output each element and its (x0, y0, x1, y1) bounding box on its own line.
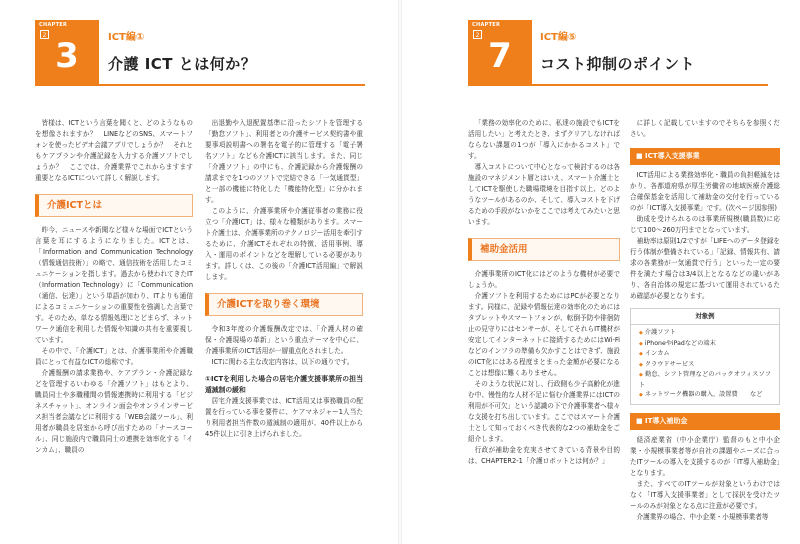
section-heading: 介護ICTを取り巻く環境 (205, 293, 363, 316)
title-block (108, 28, 256, 74)
body-paragraph: 出退勤や入退配置基準に沿ったシフトを管理する「勤怠ソフト」、利用者との介護サービス契約書や重要事項説明書への署名を電子的に管理する「電子署名ソフト」なども介護ICTに該当します。また、同じ「介護ソフト」の中にも、介護記録から介護報酬の請求までを1つのソフトで完結できる「一気通貫型」と一部の機能に特化した「機能特化型」に分かれます。 (205, 119, 363, 204)
chapter-part-number: 2 (40, 30, 49, 39)
chapter-part-number: 2 (473, 30, 482, 39)
target-item: ◆ 介護ソフト (639, 328, 771, 339)
body-paragraph: 昨今、ニュースや新聞など様々な場面でICTという言葉を耳にするようになりました。ICTとは、「Information and Communication Technology（情報通信技術）」の略で、通信技術を活用したコミュニケーションを指します。過去から使われてきたIT（Information Technology）に「Communication（通信、伝達）」という単語が加わり、ITよりも通信によるコミュニケーションの重要性を強調した言葉です。そのため、単なる情報処理にとどまらず、ネットワーク通信を利用した情報や知識の共有を重要視しています。 (35, 226, 193, 344)
intro-paragraph: 皆様は、ICTという言葉を聞くと、どのようなものを想像されますか？ LINEなどのSNS、スマートフォンを使ったビデオ会議アプリでしょうか？ それともケアプランや介護記録を入力する介護ソフトでしょうか？ ここでは、介護業界でこれからますます重要となるICTについて詳しく解説します。 (35, 119, 193, 182)
page-title: 介護 ICT とは何か？ (108, 55, 257, 73)
body-paragraph: ICT活用による業務効率化・職員の負担軽減をはかり、各都道府県が厚生労働省の地域医療介護総合確保基金を活用して補助金の交付を行っているのが「ICT導入支援事業」です。(次ページ図参照) (630, 171, 780, 212)
body-paragraph: 経済産業省（中小企業庁）監督のもと中小企業・小規模事業者等が自社の課題やニーズに合ったITツールの導入を支援するのが「IT導入補助金」となります。 (630, 435, 780, 477)
chapter-label: CHAPTER (39, 22, 68, 28)
target-item: ◆ ネットワーク機器の購入、設置費 など (639, 390, 771, 401)
subsection-heading: ■ IT導入補助金 (630, 413, 780, 430)
title-block (540, 28, 695, 74)
section-heading: 補助金活用 (468, 238, 620, 261)
body-paragraph: ICTに関わる主な改定内容は、以下の通りです。 (211, 358, 354, 366)
body-paragraph: 令和3年度の介護報酬改定では、「介護人材の確保・介護現場の革新」という重点テーマを中心に、介護事業所のICT活用が一層重点化されました。 (205, 325, 363, 355)
body-paragraph: 導入コストについて中心となって検討するのは各施設のマネジメント層とはいえ、スマート介護士としてICTを駆使した職場環境を目指す以上、どのようなツールがあるのか、そして、導入コストを下げるための手段がないかをここでは考えてみたいと思います。 (468, 163, 620, 226)
target-examples-box (630, 308, 780, 405)
target-box-title: 対象例 (631, 309, 779, 325)
target-item: ◆ インカム (639, 349, 771, 360)
body-paragraph: 行政が補助金を充実させてきている背景や目的は、CHAPTER2-1「介護ロボットとは何か？」 (468, 446, 620, 465)
body-paragraph: このように、介護事業所や介護従事者の業務に役立つ「介護ICT」は、様々な種類があります。スマート介護士は、介護事業所のテクノロジー活用を牽引するために、介護ICTそれぞれの特徴、活用事例、導入・運用のポイントなどを理解している必要があります。詳しくは、この後の「介護ICT活用編」で解説します。 (205, 207, 363, 281)
chapter-label: CHAPTER (472, 22, 501, 28)
sub-heading: ①ICTを利用した場合の居宅介護支援事業所の担当遁減制の緩和 (205, 375, 363, 394)
chapter-badge (468, 20, 532, 84)
body-paragraph: 助成を受けられるのは事業所規模(職員数)に応じて100～260万円までとなっています。 (630, 215, 780, 234)
title-rule (468, 84, 768, 86)
body-paragraph: 介護報酬の請求業務や、ケアプラン・介護記録などを管理するいわゆる「介護ソフト」はもとより、職員同士や多職種間の情報連携時に利用する「ビジネスチャット」、オンライン面会やオンラインサービス担当者会議などに利用する「WEB会議ツール」、利用者が職員を居室から呼び出すための「ナースコール」、同じ施設内で職員同士の連携を効率化する「インカム」、職員の (35, 369, 193, 454)
body-paragraph: 介護事業所のICT化にはどのような機材が必要でしょうか。 (468, 270, 620, 289)
body-paragraph: そのような状況に対し、行政側も少子高齢化が進む中、慢性的な人材不足に悩む介護業界にはICTの利用が不可欠」という認識の下で介護事業者へ様々な支援を打ち出しています。ここではスマート介護士として知っておくべき代表的な2つの補助金をご紹介します。 (468, 380, 620, 443)
body-paragraph: 介護ソフトを利用するためにはPCが必要となります。同様に、記録や情報伝達の効率化のためにはタブレットやスマートフォンが、転倒予防や徘徊防止の見守りにはセンサーが、そしてそれらIT機材が安定してインターネットに接続するためにはWi-Fiなどのインフラの準備も欠かすことはできず、施設のICT化にはある程度まとまった金額が必要になることは想像に難くありません。 (468, 292, 620, 377)
page-title: コスト抑制のポイント (540, 55, 696, 73)
chapter-number: 7 (488, 36, 512, 76)
title-rule (35, 84, 365, 86)
target-list (631, 325, 779, 404)
right-column-1 (468, 118, 620, 467)
right-column-2 (630, 118, 780, 523)
body-paragraph: 補助率は原則1/2ですが「LIFEへのデータ登録を行う体制が整備されている」「記録、情報共有、請求の各業務が一気通貫で行う」といった一定の要件を満たす場合は3/4以上となるなどの違いがあり、各自治体の規定に基づいて運用されているため確認が必要となります。 (630, 237, 780, 300)
target-item: ◆ iPhoneやiPadなどの端末 (639, 339, 771, 350)
body-paragraph: に詳しく記載していますのでそちらを参照ください。 (630, 119, 780, 138)
section-tag: ICT編① (108, 32, 145, 43)
target-item: ◆ 勤怠、シフト管理などのバックオフィスソフト (639, 370, 771, 390)
body-paragraph: 「業務の効率化のために、私達の施設でもICTを活用したい」と考えたとき、まずクリアしなければならない課題の1つが「導入にかかるコスト」です。 (468, 119, 620, 160)
section-heading: 介護ICTとは (35, 194, 193, 217)
right-page (400, 0, 800, 544)
subsection-heading: ■ ICT導入支援事業 (630, 148, 780, 165)
left-column-2 (205, 118, 363, 440)
body-paragraph: その中で、「介護ICT」とは、介護事業所や介護職員にとって有益なICTの総称です。 (35, 347, 193, 366)
body-paragraph: 介護業界の場合、中小企業・小規模事業者等 (636, 512, 769, 521)
chapter-badge (35, 20, 99, 84)
body-paragraph: また、すべてのITツールが対象というわけではなく「IT導入支援事業者」として採択を受けたツールのみが対象となる点に注意が必要です。 (630, 479, 780, 510)
target-item: ◆ クラウドサービス (639, 360, 771, 371)
left-column-1 (35, 118, 193, 456)
section-tag: ICT編⑤ (540, 32, 577, 43)
chapter-number: 3 (55, 36, 79, 76)
body-paragraph: 居宅介護支援事業では、ICT活用又は事務職員の配置を行っている事を要件に、ケアマネジャー1人当たり利用者担当件数の遁減制の適用が、40件以上から45件以上に引き上げられました。 (205, 397, 363, 438)
